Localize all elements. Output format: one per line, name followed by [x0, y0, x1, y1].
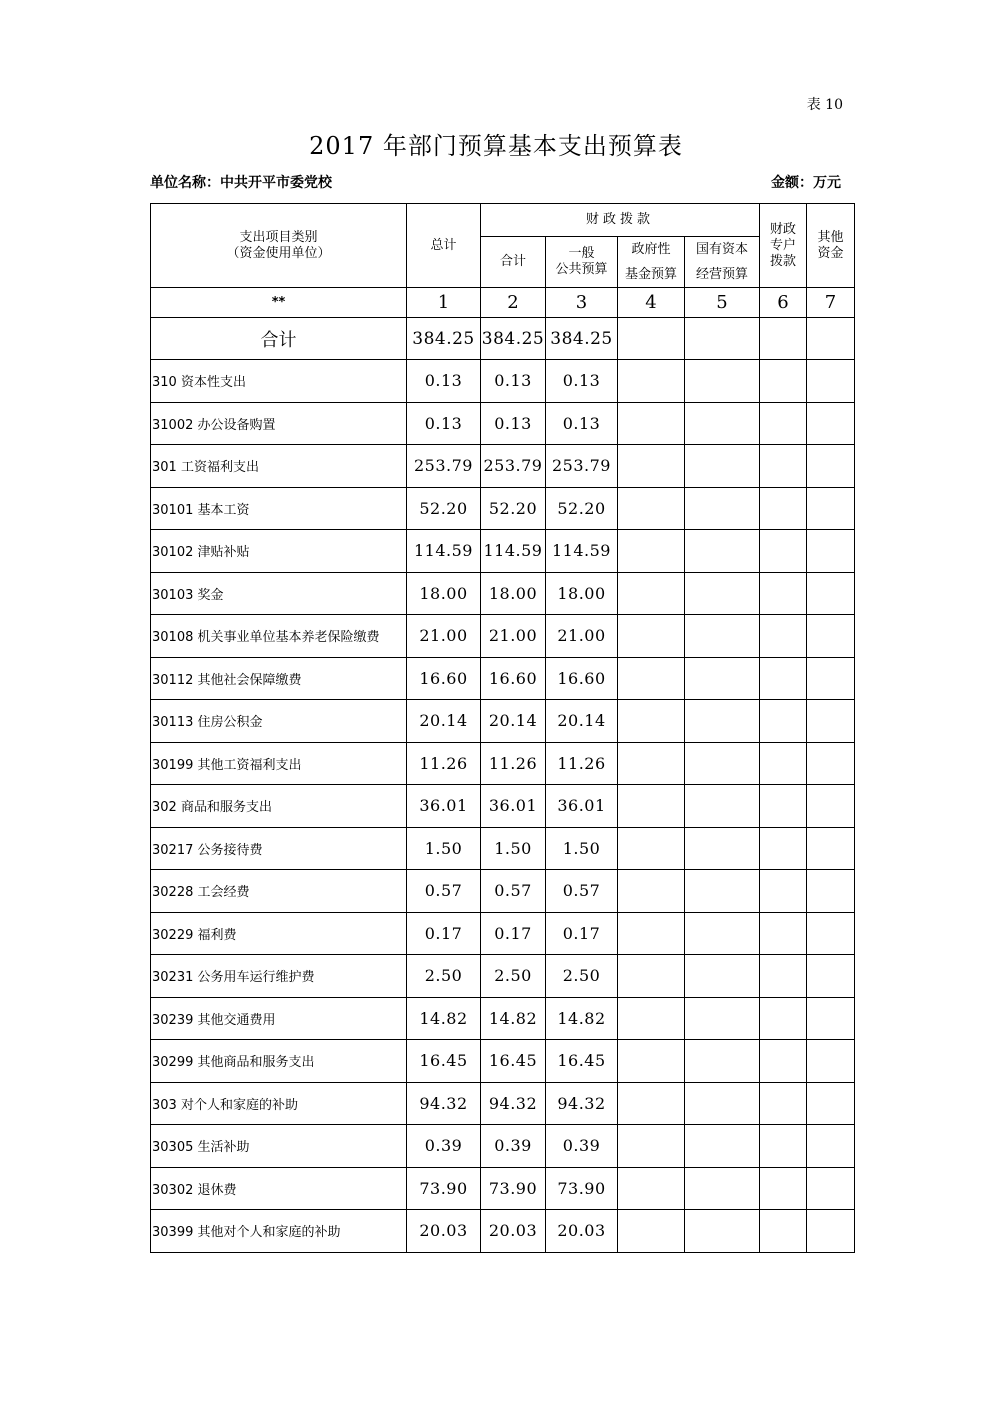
header-special-allocation [760, 204, 807, 288]
empty-cell [760, 360, 807, 403]
total-row-label: 合计 [151, 318, 407, 360]
row-general: 114.59 [546, 530, 618, 573]
empty-cell [685, 997, 760, 1040]
header-category-line1: 支出项目类别 [239, 229, 318, 245]
row-name: 30302 退休费 [151, 1167, 407, 1210]
row-subtotal: 2.50 [481, 955, 546, 998]
table-row [151, 572, 855, 615]
budget-table [150, 203, 855, 1253]
table-row [151, 402, 855, 445]
row-subtotal: 20.03 [481, 1210, 546, 1253]
empty-cell [760, 912, 807, 955]
row-total: 114.59 [407, 530, 481, 573]
header-category-line2: （资金使用单位） [226, 245, 331, 261]
row-total: 36.01 [407, 785, 481, 828]
row-subtotal: 21.00 [481, 615, 546, 658]
row-general: 1.50 [546, 827, 618, 870]
empty-cell [807, 572, 855, 615]
empty-cell [685, 1167, 760, 1210]
row-name: 310 资本性支出 [151, 360, 407, 403]
header-special-line2: 专户 [770, 237, 797, 253]
table-row [151, 827, 855, 870]
empty-cell [685, 572, 760, 615]
index-cell: 2 [481, 288, 546, 318]
row-subtotal: 36.01 [481, 785, 546, 828]
row-subtotal: 73.90 [481, 1167, 546, 1210]
row-general: 20.14 [546, 700, 618, 743]
empty-cell [618, 572, 685, 615]
header-gov-fund-line1: 政府性 [631, 242, 671, 257]
empty-cell [618, 700, 685, 743]
header-other-line1: 其他 [817, 229, 844, 245]
empty-cell [760, 1082, 807, 1125]
empty-cell [807, 1040, 855, 1083]
index-cell: ** [151, 288, 407, 318]
header-state-capital [685, 237, 760, 288]
row-total: 253.79 [407, 445, 481, 488]
table-row [151, 742, 855, 785]
empty-cell [685, 1040, 760, 1083]
row-name: 30305 生活补助 [151, 1125, 407, 1168]
row-general: 11.26 [546, 742, 618, 785]
empty-cell [618, 1210, 685, 1253]
header-general-budget [546, 237, 618, 288]
empty-cell [618, 997, 685, 1040]
empty-cell [618, 1040, 685, 1083]
index-cell: 3 [546, 288, 618, 318]
empty-cell [760, 785, 807, 828]
row-subtotal: 16.45 [481, 1040, 546, 1083]
total-row-general: 384.25 [546, 318, 618, 360]
empty-cell [618, 1125, 685, 1168]
empty-cell [685, 912, 760, 955]
empty-cell [760, 1040, 807, 1083]
empty-cell [807, 870, 855, 913]
row-name: 303 对个人和家庭的补助 [151, 1082, 407, 1125]
row-subtotal: 0.13 [481, 402, 546, 445]
empty-cell [807, 402, 855, 445]
empty-cell [807, 360, 855, 403]
row-total: 20.03 [407, 1210, 481, 1253]
row-general: 2.50 [546, 955, 618, 998]
row-subtotal: 253.79 [481, 445, 546, 488]
row-name: 30102 津贴补贴 [151, 530, 407, 573]
empty-cell [807, 785, 855, 828]
table-row [151, 487, 855, 530]
row-general: 73.90 [546, 1167, 618, 1210]
row-name: 30101 基本工资 [151, 487, 407, 530]
empty-cell [618, 827, 685, 870]
table-row [151, 870, 855, 913]
header-category [151, 204, 407, 288]
empty-cell [760, 997, 807, 1040]
row-name: 30108 机关事业单位基本养老保险缴费 [151, 615, 407, 658]
row-subtotal: 1.50 [481, 827, 546, 870]
empty-cell [807, 997, 855, 1040]
row-name: 30299 其他商品和服务支出 [151, 1040, 407, 1083]
row-total: 16.45 [407, 1040, 481, 1083]
table-number: 表 10 [806, 97, 843, 113]
empty-cell [807, 742, 855, 785]
empty-cell [807, 1082, 855, 1125]
empty-cell [760, 572, 807, 615]
empty-cell [685, 1082, 760, 1125]
empty-cell [760, 318, 807, 360]
empty-cell [807, 530, 855, 573]
row-general: 16.45 [546, 1040, 618, 1083]
empty-cell [760, 1167, 807, 1210]
table-row [151, 615, 855, 658]
row-general: 0.13 [546, 402, 618, 445]
header-gov-fund-line2: 基金预算 [624, 267, 677, 282]
row-total: 2.50 [407, 955, 481, 998]
row-name: 30113 住房公积金 [151, 700, 407, 743]
header-other-funds [807, 204, 855, 288]
empty-cell [618, 487, 685, 530]
table-row [151, 912, 855, 955]
empty-cell [807, 912, 855, 955]
empty-cell [618, 615, 685, 658]
index-cell: 7 [807, 288, 855, 318]
row-name: 30239 其他交通费用 [151, 997, 407, 1040]
row-total: 14.82 [407, 997, 481, 1040]
empty-cell [685, 657, 760, 700]
empty-cell [618, 530, 685, 573]
empty-cell [685, 487, 760, 530]
index-cell: 6 [760, 288, 807, 318]
empty-cell [760, 530, 807, 573]
total-row-subtotal: 384.25 [481, 318, 546, 360]
empty-cell [618, 870, 685, 913]
empty-cell [618, 445, 685, 488]
row-subtotal: 0.17 [481, 912, 546, 955]
empty-cell [760, 402, 807, 445]
header-special-line1: 财政 [770, 221, 797, 237]
empty-cell [685, 870, 760, 913]
empty-cell [685, 445, 760, 488]
row-general: 16.60 [546, 657, 618, 700]
row-name: 30199 其他工资福利支出 [151, 742, 407, 785]
row-general: 52.20 [546, 487, 618, 530]
row-total: 0.57 [407, 870, 481, 913]
empty-cell [618, 402, 685, 445]
table-row [151, 1082, 855, 1125]
row-general: 21.00 [546, 615, 618, 658]
row-general: 0.57 [546, 870, 618, 913]
row-name: 302 商品和服务支出 [151, 785, 407, 828]
row-total: 18.00 [407, 572, 481, 615]
empty-cell [685, 742, 760, 785]
empty-cell [618, 742, 685, 785]
row-total: 16.60 [407, 657, 481, 700]
empty-cell [807, 445, 855, 488]
unit-name: 单位名称：中共开平市委党校 [150, 175, 332, 191]
row-general: 253.79 [546, 445, 618, 488]
header-total: 总计 [407, 204, 481, 288]
empty-cell [760, 615, 807, 658]
table-row [151, 530, 855, 573]
row-total: 73.90 [407, 1167, 481, 1210]
header-special-line3: 拨款 [770, 253, 797, 269]
table-row [151, 445, 855, 488]
header-state-capital-line1: 国有资本 [696, 242, 749, 257]
empty-cell [807, 700, 855, 743]
row-total: 11.26 [407, 742, 481, 785]
table-row [151, 1167, 855, 1210]
empty-cell [685, 318, 760, 360]
row-general: 0.17 [546, 912, 618, 955]
header-subtotal: 合计 [481, 237, 546, 288]
table-row [151, 785, 855, 828]
row-name: 30229 福利费 [151, 912, 407, 955]
row-subtotal: 114.59 [481, 530, 546, 573]
table-row [151, 955, 855, 998]
index-cell: 4 [618, 288, 685, 318]
empty-cell [685, 615, 760, 658]
empty-cell [685, 1125, 760, 1168]
empty-cell [685, 827, 760, 870]
row-name: 30399 其他对个人和家庭的补助 [151, 1210, 407, 1253]
header-general-line1: 一般 [568, 246, 595, 261]
row-subtotal: 0.57 [481, 870, 546, 913]
row-subtotal: 0.39 [481, 1125, 546, 1168]
empty-cell [807, 955, 855, 998]
index-cell: 1 [407, 288, 481, 318]
row-total: 21.00 [407, 615, 481, 658]
row-name: 30217 公务接待费 [151, 827, 407, 870]
empty-cell [618, 1167, 685, 1210]
row-name: 31002 办公设备购置 [151, 402, 407, 445]
header-other-line2: 资金 [817, 245, 844, 261]
empty-cell [685, 785, 760, 828]
row-general: 18.00 [546, 572, 618, 615]
empty-cell [760, 827, 807, 870]
table-body [151, 288, 855, 1253]
row-name: 301 工资福利支出 [151, 445, 407, 488]
empty-cell [685, 402, 760, 445]
empty-cell [760, 487, 807, 530]
empty-cell [807, 487, 855, 530]
total-row-total: 384.25 [407, 318, 481, 360]
row-total: 0.39 [407, 1125, 481, 1168]
empty-cell [760, 742, 807, 785]
empty-cell [618, 360, 685, 403]
table-row [151, 360, 855, 403]
empty-cell [760, 445, 807, 488]
empty-cell [760, 1125, 807, 1168]
row-total: 0.17 [407, 912, 481, 955]
row-general: 20.03 [546, 1210, 618, 1253]
row-general: 14.82 [546, 997, 618, 1040]
row-general: 0.39 [546, 1125, 618, 1168]
row-name: 30112 其他社会保障缴费 [151, 657, 407, 700]
row-name: 30103 奖金 [151, 572, 407, 615]
empty-cell [618, 785, 685, 828]
empty-cell [685, 530, 760, 573]
row-subtotal: 94.32 [481, 1082, 546, 1125]
empty-cell [618, 318, 685, 360]
empty-cell [807, 1210, 855, 1253]
header-general-line2: 公共预算 [555, 262, 608, 277]
header-state-capital-line2: 经营预算 [696, 267, 749, 282]
empty-cell [807, 1167, 855, 1210]
row-subtotal: 14.82 [481, 997, 546, 1040]
empty-cell [685, 360, 760, 403]
empty-cell [760, 870, 807, 913]
empty-cell [760, 700, 807, 743]
row-subtotal: 11.26 [481, 742, 546, 785]
empty-cell [685, 1210, 760, 1253]
index-row [151, 288, 855, 318]
empty-cell [760, 657, 807, 700]
row-general: 36.01 [546, 785, 618, 828]
row-general: 94.32 [546, 1082, 618, 1125]
row-total: 52.20 [407, 487, 481, 530]
empty-cell [807, 827, 855, 870]
amount-unit: 金额：万元 [771, 175, 841, 191]
empty-cell [618, 955, 685, 998]
table-row [151, 997, 855, 1040]
page-title: 2017 年部门预算基本支出预算表 [309, 132, 683, 160]
empty-cell [618, 1082, 685, 1125]
row-general: 0.13 [546, 360, 618, 403]
empty-cell [685, 955, 760, 998]
empty-cell [807, 615, 855, 658]
table-row [151, 1125, 855, 1168]
table-row [151, 657, 855, 700]
total-row [151, 318, 855, 360]
row-subtotal: 18.00 [481, 572, 546, 615]
row-total: 20.14 [407, 700, 481, 743]
row-total: 0.13 [407, 402, 481, 445]
table-row [151, 1210, 855, 1253]
empty-cell [618, 657, 685, 700]
row-name: 30228 工会经费 [151, 870, 407, 913]
row-name: 30231 公务用车运行维护费 [151, 955, 407, 998]
table-row [151, 700, 855, 743]
empty-cell [807, 318, 855, 360]
empty-cell [618, 912, 685, 955]
index-cell: 5 [685, 288, 760, 318]
row-total: 94.32 [407, 1082, 481, 1125]
empty-cell [807, 1125, 855, 1168]
row-subtotal: 52.20 [481, 487, 546, 530]
empty-cell [760, 1210, 807, 1253]
row-subtotal: 16.60 [481, 657, 546, 700]
header-gov-fund [618, 237, 685, 288]
table-row [151, 1040, 855, 1083]
header-fiscal-allocation: 财政拨款 [481, 204, 760, 237]
empty-cell [807, 657, 855, 700]
row-subtotal: 20.14 [481, 700, 546, 743]
empty-cell [760, 955, 807, 998]
row-total: 1.50 [407, 827, 481, 870]
row-total: 0.13 [407, 360, 481, 403]
row-subtotal: 0.13 [481, 360, 546, 403]
empty-cell [685, 700, 760, 743]
